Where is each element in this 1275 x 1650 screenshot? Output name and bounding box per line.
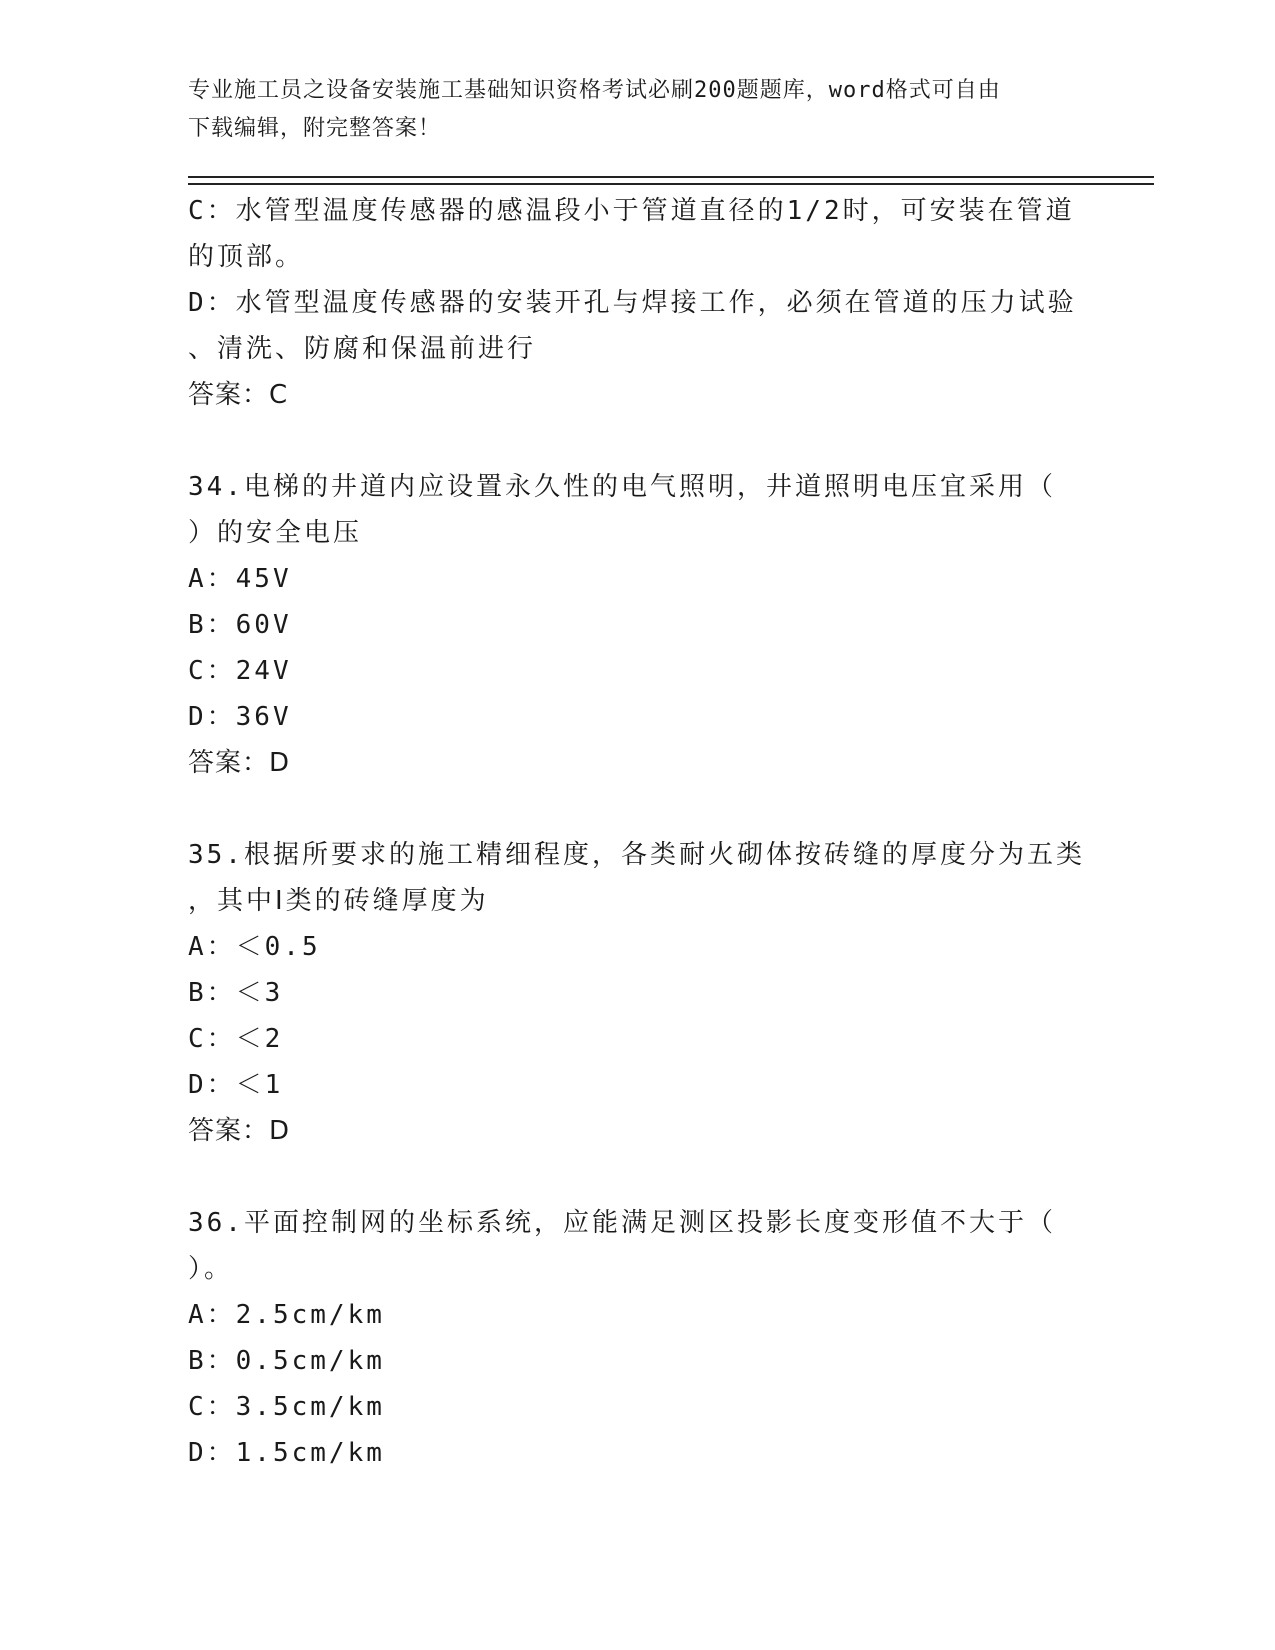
document-header [188,72,1088,148]
answer: 答案：C [188,380,289,410]
option-d: D：36V [188,702,292,732]
option-b: B：＜3 [188,978,284,1008]
option-a: A：＜0.5 [188,932,321,962]
header-line-2: 下载编辑，附完整答案！ [188,116,442,141]
question-stem: 35.根据所要求的施工精细程度，各类耐火砌体按砖缝的厚度分为五类 [188,840,1085,870]
option-b: B：0.5cm/km [188,1346,385,1376]
option-c-continued: 的顶部。 [188,242,305,272]
option-c: C：24V [188,656,292,686]
document-body [188,188,1088,1476]
option-d: D：＜1 [188,1070,284,1100]
question-stem: 36.平面控制网的坐标系统，应能满足测区投影长度变形值不大于（ [188,1208,1056,1238]
option-a: A：45V [188,564,292,594]
question-stem-continued: ）。 [188,1254,234,1284]
option-d: D：水管型温度传感器的安装开孔与焊接工作，必须在管道的压力试验 [188,288,1077,318]
option-a: A：2.5cm/km [188,1300,385,1330]
question-stem-continued: ）的安全电压 [188,518,363,548]
option-d: D：1.5cm/km [188,1438,385,1468]
option-c: C：3.5cm/km [188,1392,385,1422]
spacer [188,418,1088,464]
question-33-continued [188,188,1088,418]
header-divider-top [188,176,1154,178]
header-divider-bottom [188,183,1154,185]
question-stem-continued: ，其中Ⅰ类的砖缝厚度为 [188,886,489,916]
spacer [188,786,1088,832]
spacer [188,1154,1088,1200]
question-34 [188,464,1088,786]
option-c: C：水管型温度传感器的感温段小于管道直径的1/2时，可安装在管道 [188,196,1075,226]
header-line-1: 专业施工员之设备安装施工基础知识资格考试必刷200题题库，word格式可自由 [188,78,1001,103]
option-c: C：＜2 [188,1024,284,1054]
option-b: B：60V [188,610,292,640]
answer: 答案：D [188,1116,291,1146]
question-36 [188,1200,1088,1476]
question-35 [188,832,1088,1154]
option-d-continued: 、清洗、防腐和保温前进行 [188,334,537,364]
question-stem: 34.电梯的井道内应设置永久性的电气照明，井道照明电压宜采用（ [188,472,1056,502]
answer: 答案：D [188,748,291,778]
